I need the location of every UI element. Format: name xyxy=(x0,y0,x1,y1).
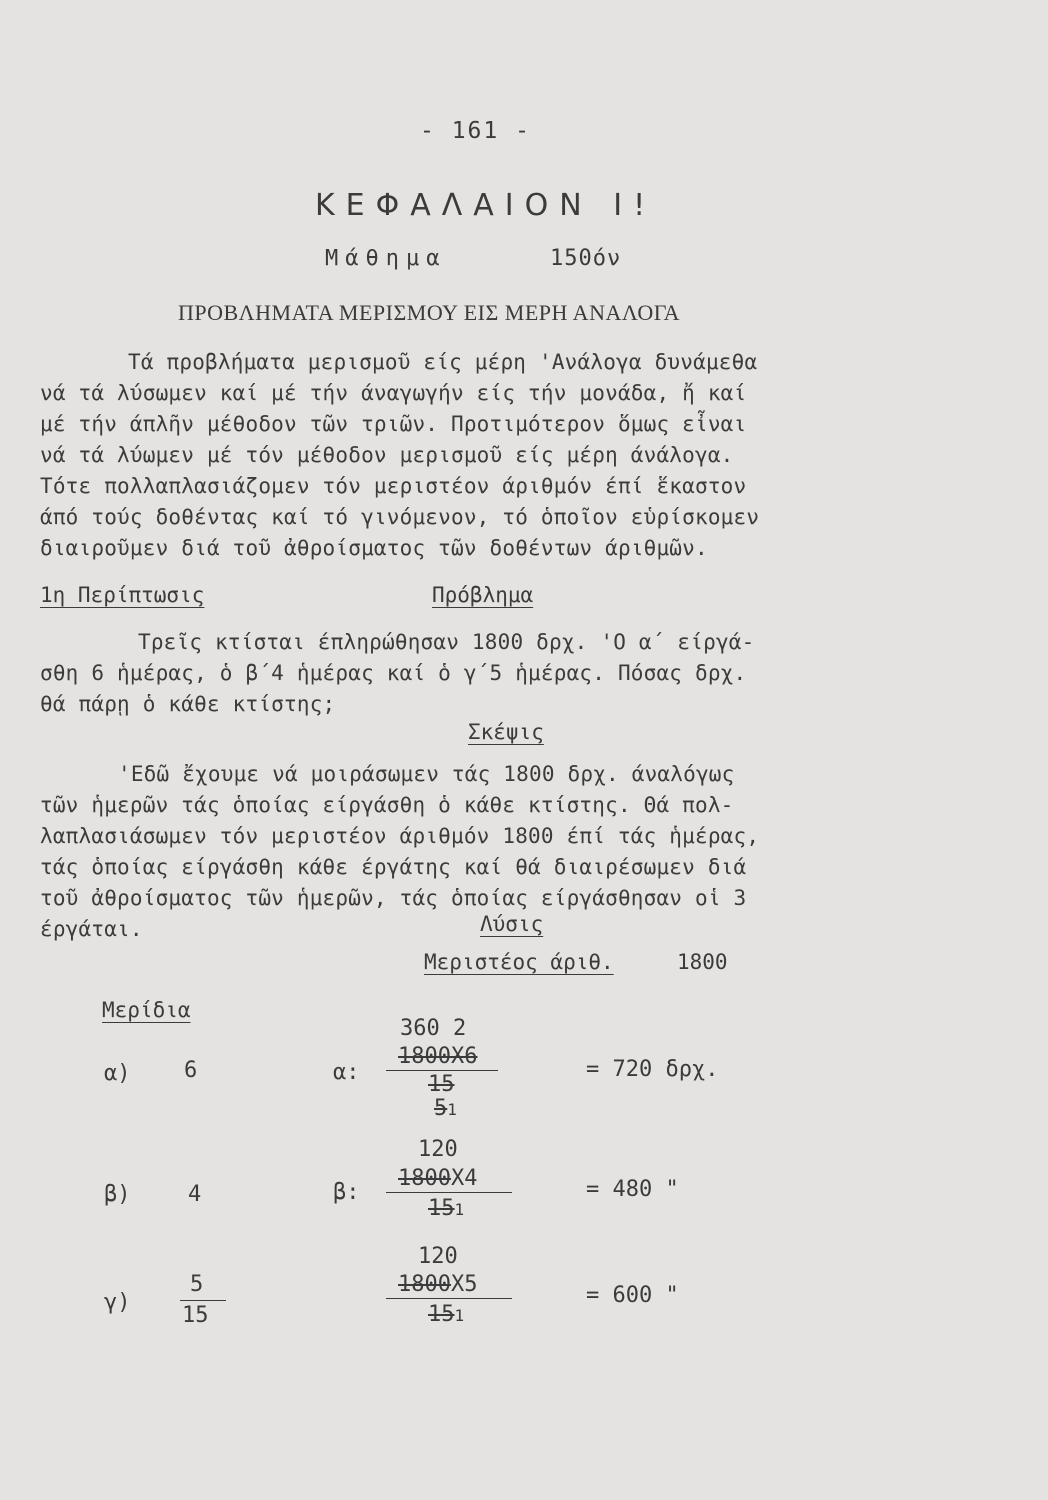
case-label: 1η Περίπτωσις xyxy=(40,583,205,607)
numerator-rest: X5 xyxy=(450,1272,478,1297)
intro-line: Τά προβλήματα μερισμοῦ είς μέρη 'Ανάλογα δυνάμεθα xyxy=(128,350,758,374)
struck-number: 15 xyxy=(428,1302,455,1327)
row-days-numerator: 5 xyxy=(190,1272,204,1297)
struck-number: 5 xyxy=(434,1096,448,1121)
result: = 600 " xyxy=(586,1283,679,1308)
problem-line: θά πάρῃ ὁ κάθε κτίστης; xyxy=(40,692,336,716)
thinking-line: τῶν ἡμερῶν τάς ὁποίας είργάσθη ὁ κάθε κτίστης. Θά πολ- xyxy=(40,793,734,817)
numerator-rest: X4 xyxy=(450,1166,478,1191)
numerator xyxy=(398,1044,477,1069)
intro-line: νά τά λύωμεν μέ τόν μέθοδον μερισμοῦ είς μέρη άνάλογα. xyxy=(40,443,734,467)
calc-letter: β: xyxy=(333,1180,360,1205)
row-letter: β) xyxy=(104,1182,131,1207)
thinking-line: τοῦ ἀθροίσματος τῶν ἡμερῶν, τάς ὁποίας είργάσθησαν οἱ 3 xyxy=(40,886,747,910)
fraction-bar xyxy=(386,1298,512,1299)
denominator xyxy=(428,1302,464,1327)
dividend-value: 1800 xyxy=(677,950,728,974)
chapter-title: ΚΕΦΑΛΑΙΟΝ Ι! xyxy=(315,188,657,223)
row-days: 6 xyxy=(184,1058,198,1083)
solution-label: Λύσις xyxy=(480,912,544,936)
problem-line: σθη 6 ἡμέρας, ὁ β΄4 ἡμέρας καί ὁ γ΄5 ἡμέρας. Πόσας δρχ. xyxy=(40,661,747,685)
lesson-label: Μάθημα xyxy=(325,246,447,271)
struck-number: 1800 xyxy=(398,1166,451,1191)
intro-line: άπό τούς δοθέντας καί τό γινόμενον, τό ὁποῖον εὑρίσκομεν xyxy=(40,505,760,529)
section-heading: ΠΡΟΒΛΗΜΑΤΑ ΜΕΡΙΣΜΟΥ ΕΙΣ ΜΕΡΗ ΑΝΑΛΟΓΑ xyxy=(178,300,680,325)
row-letter: α) xyxy=(104,1061,131,1086)
result: = 480 " xyxy=(586,1177,679,1202)
numerator xyxy=(398,1272,477,1297)
row-days-denominator: 15 xyxy=(182,1303,209,1328)
parts-label: Μερίδια xyxy=(102,998,191,1022)
thinking-line: λαπλασιάσωμεν τόν μεριστέον άριθμόν 1800 έπί τάς ἡμέρας, xyxy=(40,824,760,848)
thinking-line: έργάται. xyxy=(40,917,143,941)
fraction-bar xyxy=(386,1070,498,1071)
numerator xyxy=(398,1166,477,1191)
row-letter: γ) xyxy=(104,1290,131,1315)
intro-line: διαιροῦμεν διά τοῦ ἀθροίσματος τῶν δοθέντων άριθμῶν. xyxy=(40,536,708,560)
cancel-above: 120 xyxy=(418,1137,458,1162)
denominator-below xyxy=(434,1096,457,1121)
cancel-above: 120 xyxy=(418,1244,458,1269)
result: = 720 δρχ. xyxy=(586,1057,719,1082)
subscript: 1 xyxy=(454,1200,465,1219)
page-number: - 161 - xyxy=(420,118,531,144)
fraction-bar xyxy=(386,1192,512,1193)
thinking-label: Σκέψις xyxy=(468,720,544,744)
fraction-bar xyxy=(180,1300,226,1301)
intro-line: μέ τήν άπλῆν μέθοδον τῶν τριῶν. Προτιμότερον ὅμως εἶναι xyxy=(40,412,747,436)
intro-line: Τότε πολλαπλασιάζομεν τόν μεριστέον άριθμόν έπί ἕκαστον xyxy=(40,474,747,498)
thinking-line: τάς ὁποίας είργάσθη κάθε έργάτης καί θά διαιρέσωμεν διά xyxy=(40,855,747,879)
denominator xyxy=(428,1072,455,1097)
lesson-number: 150όν xyxy=(550,246,622,271)
intro-line: νά τά λύσωμεν καί μέ τήν άναγωγήν είς τήν μονάδα, ἤ καί xyxy=(40,381,747,405)
denominator xyxy=(428,1196,464,1221)
problem-line: Τρεῖς κτίσται έπληρώθησαν 1800 δρχ. 'Ο α΄ είργά- xyxy=(138,630,755,654)
row-days: 4 xyxy=(188,1182,202,1207)
problem-label: Πρόβλημα xyxy=(432,583,534,607)
struck-number: 15 xyxy=(428,1072,455,1097)
dividend-label: Μεριστέος άριθ. xyxy=(424,950,614,974)
subscript: 1 xyxy=(447,1100,457,1119)
struck-number: 15 xyxy=(428,1196,455,1221)
subscript: 1 xyxy=(454,1306,465,1325)
struck-number: 1800 xyxy=(398,1044,451,1069)
numerator-rest: X6 xyxy=(450,1044,478,1069)
struck-number: 1800 xyxy=(398,1272,451,1297)
calc-letter: α: xyxy=(333,1060,360,1085)
thinking-line: 'Εδῶ ἔχουμε νά μοιράσωμεν τάς 1800 δρχ. άναλόγως xyxy=(118,762,735,786)
cancel-above: 360 2 xyxy=(400,1016,467,1041)
